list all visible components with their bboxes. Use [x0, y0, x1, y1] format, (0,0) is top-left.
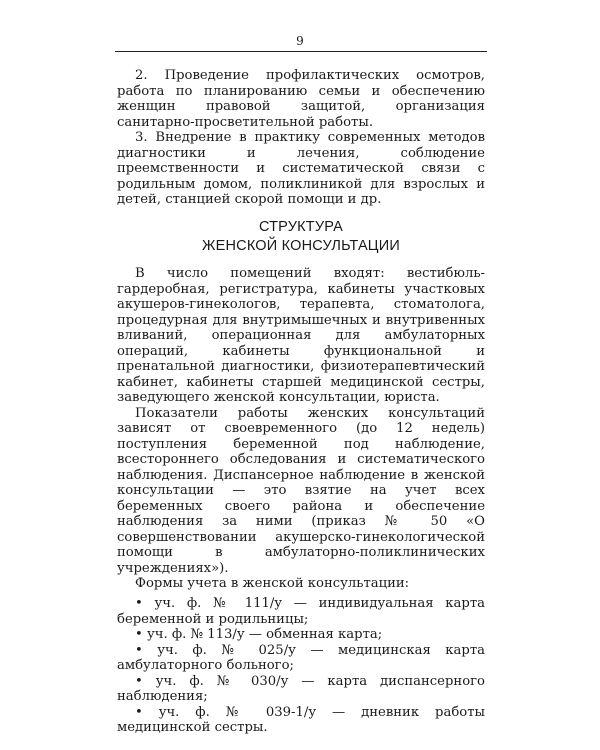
list-item: • уч. ф. № 111/у — индивидуальная карта беременной и родильницы; [117, 596, 485, 627]
structure-text [117, 266, 485, 592]
paragraph-premises: В число помещений входят: вестибюль-гардеробная, регистратура, кабинеты участковых акушеров-гинекологов, терапевта, стоматолога, процедурная для внутримышечных и внутривенных вливаний, операционная для амбулаторных операций, кабинеты функциональной и пренатальной диагностики, физиотерапевтический кабинет, кабинеты старшей медицинской сестры, заведующего женской консультации, юриста. [117, 266, 485, 405]
paragraph-indicators: Показатели работы женских консультаций зависят от своевременного (до 12 недель) поступления беременной под наблюдение, всестороннего обследования и систематического наблюдения. Диспансерное наблюдение в женской консультации — это взятие на учет всех беременных своего района и обеспечение наблюдения за ними (приказ № 50 «О совершенствовании акушерско-гинекологической помощи в амбулаторно-поликлинических учреждениях»). [117, 405, 485, 576]
list-item: • уч. ф. № 039-1/у — дневник работы медицинской сестры. [117, 704, 485, 735]
section-heading [115, 218, 487, 256]
list-item: • уч. ф. № 025/у — медицинская карта амбулаторного больного; [117, 642, 485, 673]
intro-text [117, 68, 485, 208]
section-heading-line2: ЖЕНСКОЙ КОНСУЛЬТАЦИИ [202, 238, 400, 254]
section-heading-line1: СТРУКТУРА [258, 219, 344, 235]
paragraph-diagnostics: 3. Внедрение в практику современных методов диагностики и лечения, соблюдение преемственности и систематической связи с родильным домом, поликлиникой для взрослых и детей, станцией скорой помощи и др. [117, 130, 485, 207]
paragraph-prevention: 2. Проведение профилактических осмотров, работа по планированию семьи и обеспечению женщин правовой защитой, организация санитарно-просветительной работы. [117, 68, 485, 130]
paragraph-forms-intro: Формы учета в женской консультации: [135, 576, 410, 591]
list-item: • уч. ф. № 113/у — обменная карта; [135, 627, 383, 642]
list-item: • уч. ф. № 030/у — карта диспансерного наблюдения; [117, 673, 485, 704]
header-rule [115, 51, 487, 52]
page-number: 9 [296, 34, 304, 48]
forms-list [117, 596, 485, 736]
